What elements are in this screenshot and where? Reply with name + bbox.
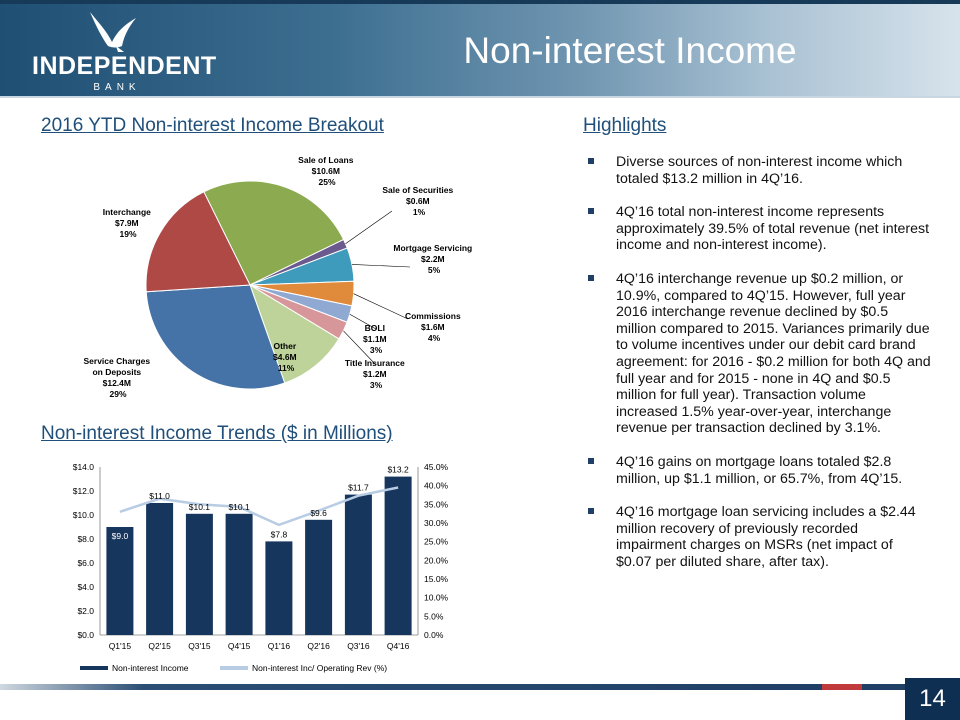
pie-chart — [40, 145, 540, 415]
highlight-item — [586, 271, 931, 437]
x-axis-tick-label: Q3'15 — [188, 641, 211, 651]
pie-label-commissions: Commissions $1.6M 4% — [404, 311, 461, 343]
logo-name: INDEPENDENT — [32, 52, 217, 80]
right-axis-tick-label: 15.0% — [424, 574, 449, 584]
bullet-square-icon — [588, 458, 594, 464]
left-axis-tick-label: $6.0 — [77, 558, 94, 568]
bar-value-label: $9.0 — [111, 531, 129, 541]
highlight-text: Diverse sources of non-interest income which totaled $13.2 million in 4Q’16. — [616, 154, 903, 187]
right-axis-tick-label: 40.0% — [424, 480, 449, 491]
right-axis-tick-label: 35.0% — [424, 499, 449, 510]
page-number: 14 — [905, 678, 960, 720]
right-axis-tick-label: 30.0% — [424, 518, 449, 528]
pie-section-title: 2016 YTD Non-interest Income Breakout — [41, 115, 384, 136]
pie-label-sale-of-securities: Sale of Securities $0.6M 1% — [382, 185, 454, 217]
pie-label-boli: BOLI $1.1M 3% — [363, 323, 387, 355]
left-axis-tick-label: $12.0 — [72, 486, 94, 496]
highlight-item — [586, 454, 931, 487]
left-axis-tick-label: $14.0 — [72, 462, 94, 472]
bar — [265, 541, 292, 635]
footer-bar — [0, 684, 960, 690]
legend-swatch-line — [220, 666, 248, 670]
left-axis-ticks — [73, 462, 95, 640]
pie-label-sale-of-loans: Sale of Loans $10.6M 25% — [298, 155, 354, 187]
left-axis-tick-label: $2.0 — [77, 606, 94, 616]
legend-label-line: Non-interest Inc/ Operating Rev (%) — [252, 663, 388, 673]
bar — [146, 503, 173, 635]
bar — [106, 527, 133, 635]
right-axis-ticks — [424, 462, 449, 640]
pie-leader-line — [352, 264, 410, 267]
pie-slices — [146, 181, 354, 389]
pie-leader-line — [346, 211, 393, 244]
bar — [385, 477, 412, 635]
right-axis-tick-label: 0.0% — [424, 630, 444, 640]
bar-value-label: $10.1 — [188, 501, 211, 512]
header-bottom-line — [0, 96, 960, 98]
highlight-text: 4Q’16 gains on mortgage loans totaled $2.8 million, up $1.1 million, or 65.7%, from 4Q’15. — [616, 453, 903, 487]
legend-swatch-bar — [80, 666, 108, 670]
bullet-square-icon — [588, 158, 594, 164]
legend-label-bar: Non-interest Income — [112, 663, 189, 673]
right-axis-tick-label: 5.0% — [424, 611, 444, 622]
x-axis-tick-label: Q1'15 — [108, 641, 132, 651]
left-axis-tick-label: $10.0 — [72, 510, 94, 520]
highlight-text: 4Q’16 interchange revenue up $0.2 million, or 10.9%, compared to 4Q’15. However, full year 2016 interchange revenue declined by $0.5 million compared to 2015. Variances primarily due to volume incentives under our debit card brand agreement: for 2016 - $0.2 million for both 4Q and full year and for 2015 - none in 4Q and $0.5 million for full year). Transaction volume increased 1.5% year-over-year, interchange revenue per transaction declined by 3.1%. — [616, 270, 931, 437]
x-axis-tick-label: Q1'16 — [267, 641, 291, 651]
left-axis-tick-label: $4.0 — [77, 582, 94, 592]
x-axis-tick-label: Q4'15 — [227, 641, 251, 651]
footer-accent — [822, 684, 862, 690]
logo-subtitle: BANK — [93, 82, 141, 93]
pie-leader-line — [354, 294, 408, 319]
highlight-item — [586, 204, 931, 254]
bar-value-label: $11.0 — [149, 491, 170, 501]
highlight-item — [586, 504, 931, 570]
bar-value-label: $13.2 — [387, 464, 409, 475]
bar — [345, 495, 372, 635]
left-axis-tick-label: $8.0 — [77, 534, 94, 544]
pie-label-interchange: Interchange $7.9M 19% — [102, 207, 151, 239]
pie-label-title-insurance: Title Insurance $1.2M 3% — [344, 358, 405, 390]
left-axis-tick-label: $0.0 — [77, 630, 94, 640]
right-axis-tick-label: 45.0% — [424, 462, 449, 472]
bank-logo — [32, 8, 217, 94]
bar-value-label: $10.1 — [228, 501, 250, 512]
eagle-icon — [32, 8, 202, 54]
bar — [226, 514, 253, 635]
header-banner — [0, 0, 960, 98]
right-axis-tick-label: 25.0% — [424, 536, 449, 547]
bar-section-title: Non-interest Income Trends ($ in Millions) — [41, 423, 393, 444]
pie-label-service-charges: Service Charges on Deposits $12.4M 29% — [83, 356, 151, 399]
right-axis-tick-label: 10.0% — [424, 592, 449, 603]
bullet-square-icon — [588, 208, 594, 214]
header-top-line — [0, 0, 960, 4]
pie-label-other: Other $4.6M 11% — [273, 341, 297, 373]
bar-value-label: $7.8 — [270, 529, 288, 540]
highlight-text: 4Q’16 mortgage loan servicing includes a $2.44 million recovery of previously recorded impairment charges on MSRs (net impact of $0.07 per diluted share, after tax). — [616, 504, 916, 570]
bullet-square-icon — [588, 275, 594, 281]
chart-legend — [80, 663, 387, 673]
bullet-square-icon — [588, 508, 594, 514]
x-axis-tick-label: Q3'16 — [347, 641, 370, 651]
highlights-list — [586, 154, 931, 587]
highlight-text: 4Q’16 total non-interest income represents approximately 39.5% of total revenue (net interest income and non-interest income). — [616, 204, 930, 254]
page-title: Non-interest Income — [463, 30, 797, 71]
x-axis-tick-label: Q4'16 — [386, 641, 410, 651]
highlight-item — [586, 154, 931, 187]
right-axis-tick-label: 20.0% — [424, 555, 449, 566]
bar-chart — [50, 455, 490, 685]
x-axis-tick-label: Q2'16 — [307, 641, 330, 651]
bar — [186, 514, 213, 635]
pie-label-mortgage-servicing: Mortgage Servicing $2.2M 5% — [393, 243, 473, 275]
x-axis-ticks — [109, 641, 410, 651]
x-axis-tick-label: Q2'15 — [148, 641, 171, 651]
highlights-title: Highlights — [583, 115, 667, 136]
bar — [305, 520, 332, 635]
bar-value-label: $9.6 — [310, 507, 327, 518]
bar-value-label: $11.7 — [348, 482, 369, 493]
